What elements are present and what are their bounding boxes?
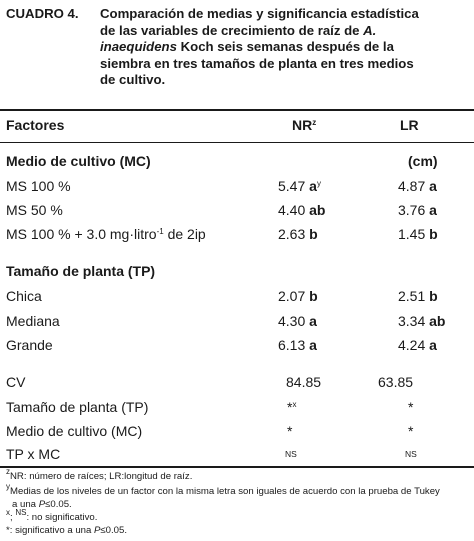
nr-value: 6.13 a xyxy=(278,337,317,353)
row-label: MS 50 % xyxy=(6,202,63,218)
lr-value: * xyxy=(408,423,414,439)
lr-value: 4.87 a xyxy=(398,178,437,194)
table-caption xyxy=(6,6,468,89)
nr-value: * xyxy=(287,423,293,439)
lr-value: 4.24 a xyxy=(398,337,437,353)
nr-value: 4.40 ab xyxy=(278,202,326,218)
table-bottom-rule xyxy=(0,466,474,468)
footnote-y: $^y$Medias de los niveles de un factor con la misma letra son iguales de acuerdo con la prueba de Tukey a una P≤0.05. xyxy=(6,482,440,510)
table-row xyxy=(0,397,474,417)
nr-value: 5.47 $a^y$ xyxy=(278,178,321,194)
lr-value: 3.76 a xyxy=(398,202,437,218)
nr-value: 4.30 a xyxy=(278,313,317,329)
table-row xyxy=(0,444,474,464)
row-label: Mediana xyxy=(6,313,60,329)
row-label: MS 100 % + 3.0 mg·litro$^{-1}$ de 2ip xyxy=(6,226,206,242)
nr-value: NS xyxy=(285,449,297,459)
section-title: Tamaño de planta (TP) xyxy=(6,263,156,279)
lr-value: NS xyxy=(405,449,417,459)
nr-value: 2.63 b xyxy=(278,226,318,242)
section-medio-cultivo xyxy=(0,151,474,171)
nr-value: 2.07 b xyxy=(278,288,318,304)
nr-value: 84.85 xyxy=(286,374,322,390)
row-label: MS 100 % xyxy=(6,178,71,194)
table-row xyxy=(0,200,474,220)
table-header-rule xyxy=(0,142,474,143)
header-lr: LR xyxy=(400,117,419,133)
row-label: Grande xyxy=(6,337,53,353)
table-row xyxy=(0,421,474,441)
lr-value: * xyxy=(408,399,414,415)
table-header-row xyxy=(0,115,474,135)
lr-unit: (cm) xyxy=(408,153,438,169)
footnote-x: $^x$; $^{NS}$: no significativo. xyxy=(6,508,98,523)
row-label: Chica xyxy=(6,288,42,304)
table-row xyxy=(0,224,474,244)
footnote-star: *: significativo a una P≤0.05. xyxy=(6,525,128,536)
lr-value: 3.34 ab xyxy=(398,313,446,329)
header-nr: $NR^z$ xyxy=(292,117,317,133)
table-row xyxy=(0,286,474,306)
lr-value: 1.45 b xyxy=(398,226,438,242)
lr-value: 63.85 xyxy=(378,374,414,390)
section-title: Medio de cultivo (MC) xyxy=(6,153,151,169)
header-factores: Factores xyxy=(6,117,65,133)
row-label: Medio de cultivo (MC) xyxy=(6,423,143,439)
footnote-z: $^z$NR: número de raíces; LR:longitud de raíz. xyxy=(6,467,193,482)
lr-value: 2.51 b xyxy=(398,288,438,304)
table-top-rule xyxy=(0,109,474,111)
row-label: CV xyxy=(6,374,26,390)
caption-label: CUADRO 4. xyxy=(6,6,79,21)
row-label: Tamaño de planta (TP) xyxy=(6,399,149,415)
section-tamano-planta xyxy=(0,261,474,281)
table-row xyxy=(0,335,474,355)
row-label: TP x MC xyxy=(6,446,61,462)
table-row xyxy=(0,372,474,392)
table-row xyxy=(0,311,474,331)
table-row xyxy=(0,176,474,196)
nr-value: *$^x$ xyxy=(287,399,297,415)
caption-text: Comparación de medias y significancia estadística de las variables de crecimiento de raíz de A. inaequidens Koch seis semanas después de la siembra en tres tamaños de planta en tres medios de cultivo. xyxy=(100,6,419,87)
